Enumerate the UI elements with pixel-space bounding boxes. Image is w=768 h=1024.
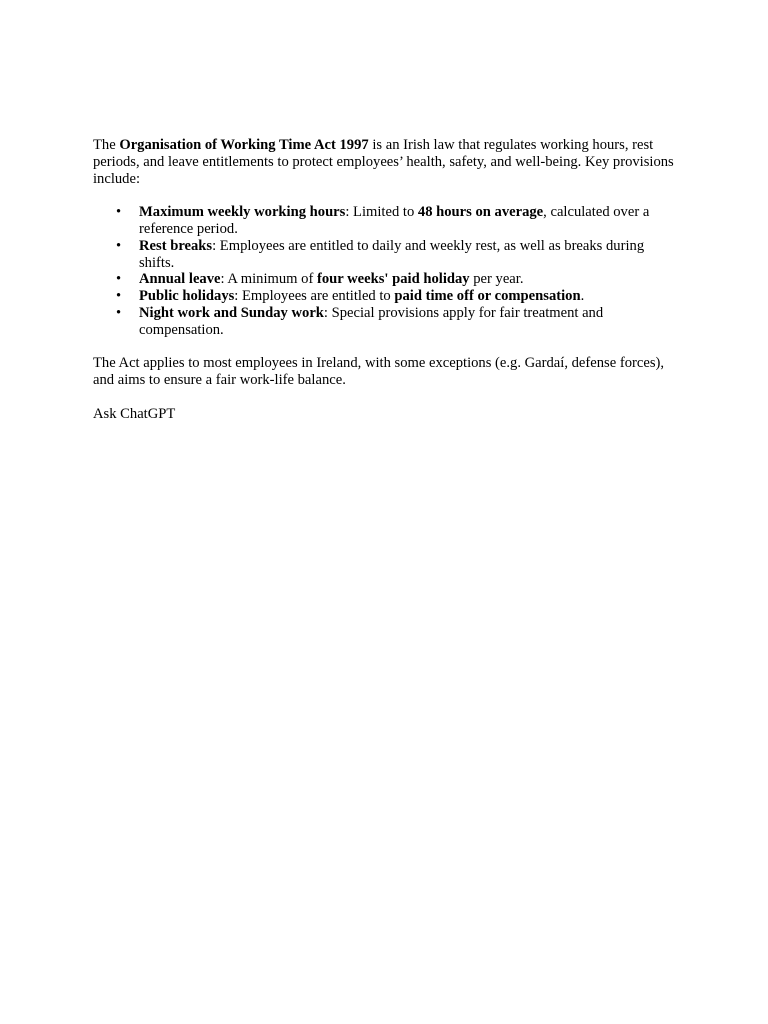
list-item: [116, 237, 678, 272]
provision-highlight: paid time off or compensation: [394, 288, 581, 305]
ask-chatgpt-text: Ask ChatGPT: [93, 405, 176, 422]
document-page: [93, 137, 678, 439]
intro-paragraph: [93, 137, 678, 187]
act-name: Organisation of Working Time Act 1997: [119, 137, 369, 153]
list-item: [116, 304, 678, 339]
provisions-list: [93, 204, 678, 338]
provision-text: : A minimum of: [220, 271, 317, 288]
bullet: •: [116, 304, 122, 321]
list-item: [116, 288, 678, 305]
bullet: •: [116, 204, 122, 221]
bullet: •: [116, 288, 122, 305]
provision-title: Night work and Sunday work: [139, 304, 324, 321]
provision-title: Public holidays: [139, 288, 235, 305]
provision-highlight: 48 hours on average: [417, 204, 544, 221]
closing-paragraph: The Act applies to most employees in Ireland, with some exceptions (e.g. Gardaí, defense forces), and aims to ensure a fair work-life balance.: [93, 355, 665, 389]
provision-text: : Employees are entitled to daily and weekly rest, as well as breaks during shifts.: [139, 237, 645, 271]
intro-text: The: [93, 137, 120, 153]
list-item: [116, 271, 678, 288]
provision-text: per year.: [469, 271, 524, 288]
list-item: [116, 204, 678, 238]
intro-text-cont: is an Irish law that regulates working hours, rest periods, and leave entitlements to protect employees’ health, safety, and well-being. Key provisions include:: [93, 137, 674, 187]
provision-text: : Special provisions apply for fair treatment and compensation.: [139, 304, 604, 338]
provision-title: Maximum weekly working hours: [139, 204, 346, 221]
provision-text: : Employees are entitled to: [234, 288, 395, 305]
provision-title: Annual leave: [139, 271, 221, 288]
bullet: •: [116, 237, 122, 254]
bullet: •: [116, 271, 122, 288]
provision-title: Rest breaks: [139, 237, 213, 254]
provision-text: , calculated over a reference period.: [139, 204, 650, 237]
provision-text: .: [580, 288, 585, 305]
provision-highlight: four weeks' paid holiday: [317, 271, 470, 288]
provision-text: : Limited to: [345, 204, 418, 221]
